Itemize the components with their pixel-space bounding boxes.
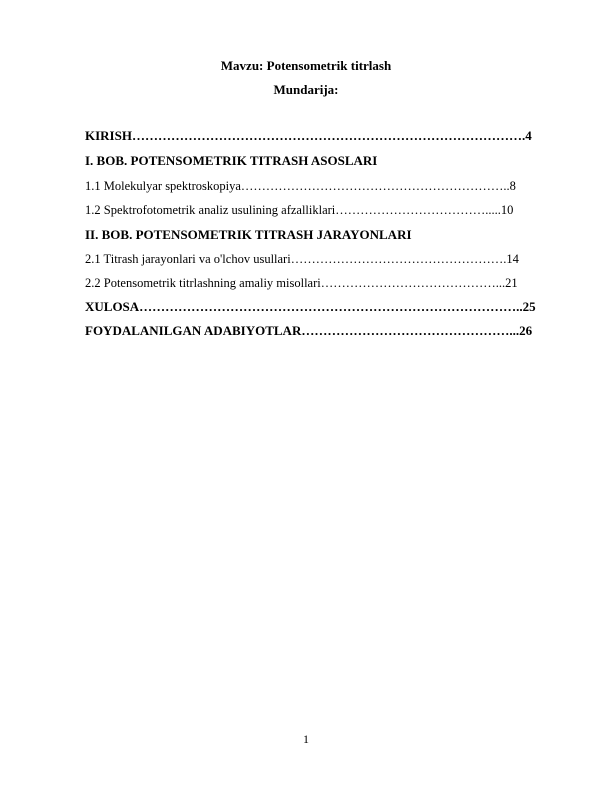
toc-entry-1-1: 1.1 Molekulyar spektroskopiya………………………………………………………..8 xyxy=(85,179,516,193)
toc-entry-chapter-2: II. BOB. POTENSOMETRIK TITRASH JARAYONLARI xyxy=(85,227,412,242)
topic-title: Mavzu: Potensometrik titrlash xyxy=(220,58,392,73)
toc-entry-adabiyotlar: FOYDALANILGAN ADABIYOTLAR…………………………………………...26 xyxy=(85,323,533,338)
toc-entry-1-2: 1.2 Spektrofotometrik analiz usulining afzalliklari……………………………….....10 xyxy=(85,203,514,217)
page-number: 1 xyxy=(303,732,309,746)
toc-entry-chapter-1: I. BOB. POTENSOMETRIK TITRASH ASOSLARI xyxy=(85,153,378,168)
toc-entry-xulosa: XULOSA……………………………………………………………………………..25 xyxy=(85,299,536,314)
toc-entry-2-1: 2.1 Titrash jarayonlari va o'lchov usullari…………………………………………….14 xyxy=(85,252,519,266)
contents-heading: Mundarija: xyxy=(273,82,339,97)
toc-entry-kirish: KIRISH……………………………………………………………………………….4 xyxy=(85,128,532,143)
toc-entry-2-2: 2.2 Potensometrik titrlashning amaliy misollari……………………………………...21 xyxy=(85,276,518,290)
